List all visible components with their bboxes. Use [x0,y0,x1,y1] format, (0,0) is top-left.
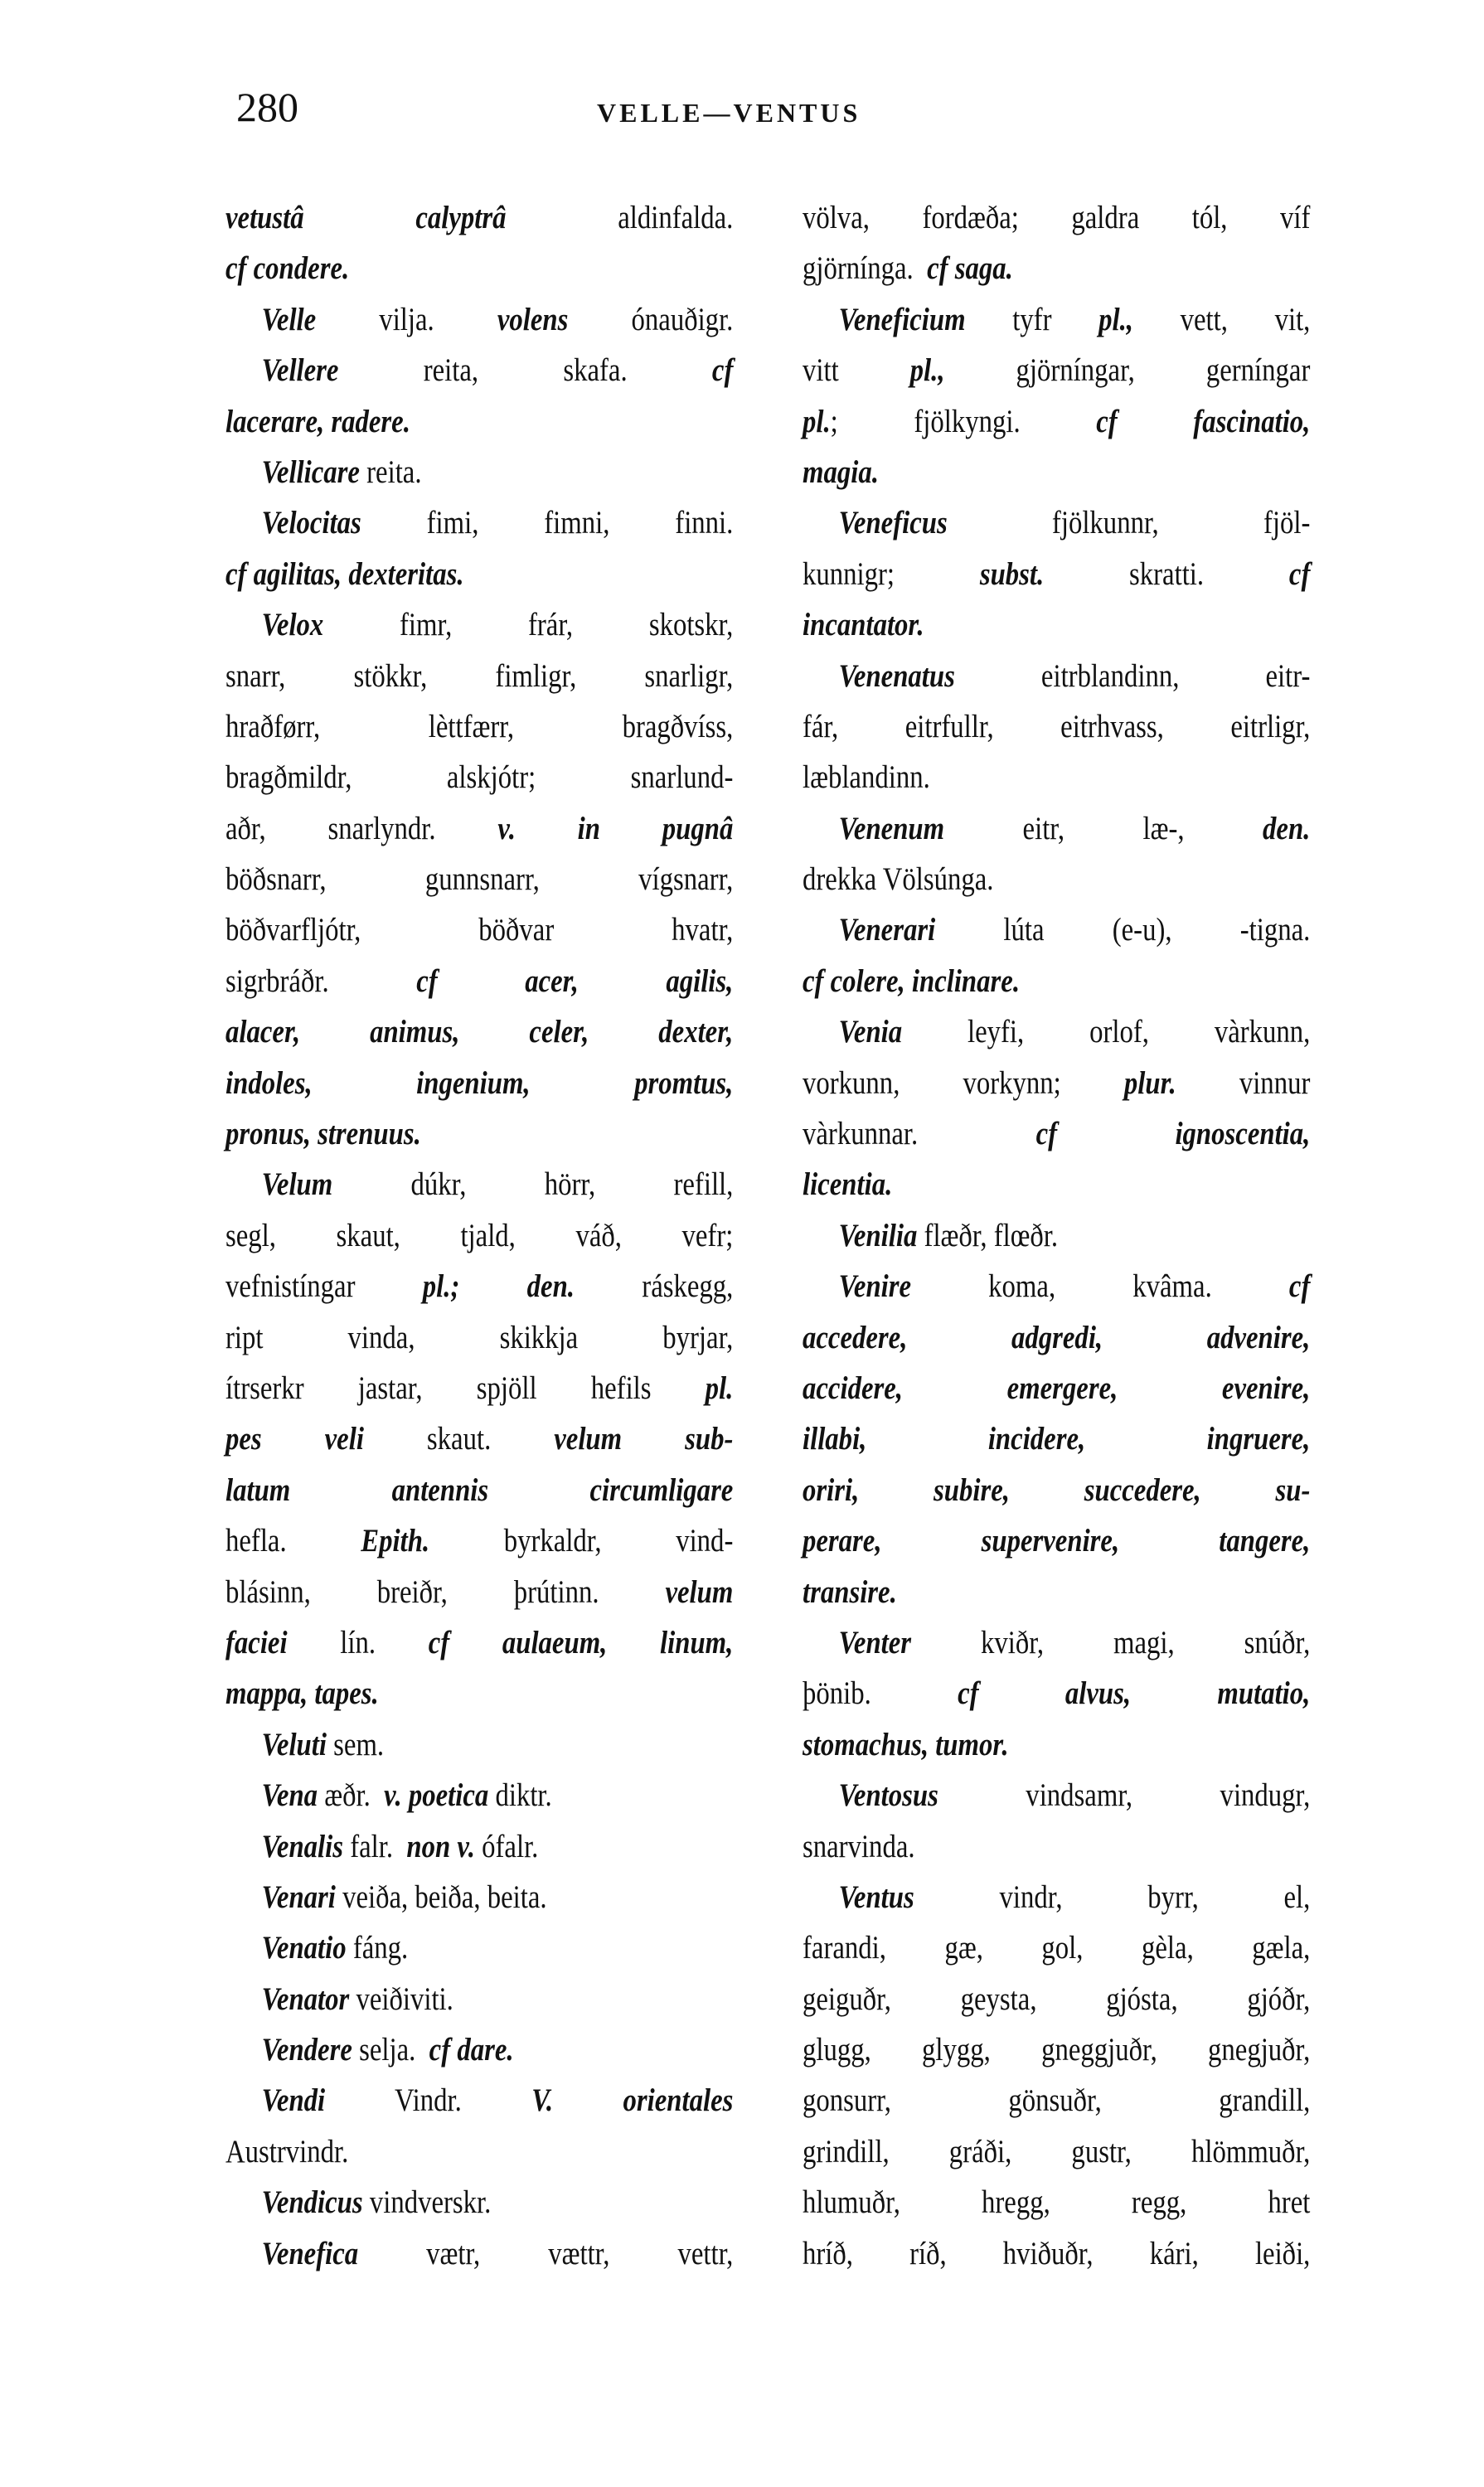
latin-term: Venator [261,1980,350,2017]
latin-term: latum antennis circumligare [226,1471,734,1508]
icelandic-text: vinnur [1176,1064,1311,1101]
latin-term: cf [711,352,734,389]
latin-term: Epith. [361,1523,430,1559]
latin-term: Venter [838,1624,912,1660]
latin-term: cf [1288,1268,1311,1305]
dictionary-line [803,1719,1310,1770]
latin-term: perare, supervenire, tangere, [803,1523,1311,1559]
dictionary-line [803,1515,1310,1566]
dictionary-line [803,345,1310,395]
dictionary-line [226,1668,733,1719]
icelandic-text: gonsurr, gönsuðr, grandill, [803,2082,1311,2119]
latin-term: Venari [261,1879,336,1915]
icelandic-text: böðsnarr, gunnsnarr, vígsnarr, [226,861,734,898]
icelandic-text: grindill, gráði, gustr, hlömmuðr, [803,2133,1311,2169]
dictionary-line [226,1363,733,1413]
latin-term: faciei [226,1624,288,1660]
latin-term: pl. [803,403,831,439]
dictionary-line [803,752,1310,802]
dictionary-line [226,854,733,904]
icelandic-text: sem. [326,1726,385,1762]
icelandic-text: byrkaldr, vind- [429,1523,734,1559]
dictionary-line [803,701,1310,752]
left-column [226,192,733,2279]
dictionary-line [803,2177,1310,2228]
icelandic-text: aldinfalda. [506,200,734,235]
latin-term: Velle [261,301,317,337]
icelandic-text: vett, vit, [1133,301,1311,337]
latin-term: Vendi [261,2082,326,2119]
icelandic-text: gjörníngar, gerníngar [944,352,1311,389]
latin-term: Venire [838,1268,912,1305]
latin-term: Venalis [261,1828,343,1864]
latin-term: Ventosus [838,1777,938,1814]
icelandic-text: fjölkunnr, fjöl- [947,505,1311,541]
dictionary-line [226,2126,733,2177]
icelandic-text: veiðiviti. [349,1980,453,2017]
latin-term: cf aulaeum, linum, [428,1624,734,1660]
icelandic-text: snarvinda. [803,1828,915,1864]
dictionary-line [803,1465,1310,1515]
icelandic-text: bragðmildr, alskjótr; snarlund- [226,759,734,796]
dictionary-line [803,1159,1310,1210]
latin-term: Vendere [261,2032,352,2068]
dictionary-line [226,1108,733,1159]
icelandic-text: þönib. [803,1675,958,1712]
icelandic-text: völva, fordæða; galdra tól, víf [803,200,1311,235]
dictionary-line [226,1719,733,1770]
icelandic-text: hlumuðr, hregg, regg, hret [803,2184,1311,2221]
latin-term: magia. [803,453,879,490]
dictionary-line [803,549,1310,599]
dictionary-line [226,192,733,243]
latin-term: pl., [909,352,945,389]
icelandic-text: vorkunn, vorkynn; [803,1064,1124,1101]
icelandic-text: reita, skafa. [338,352,712,389]
icelandic-text: eitr, læ-, [944,810,1263,846]
dictionary-line [226,803,733,854]
latin-term: velum [665,1573,734,1610]
latin-term: pl.; den. [422,1268,575,1305]
dictionary-line [803,2228,1310,2279]
latin-term: volens [497,301,569,337]
latin-term: v. poetica [384,1777,489,1814]
icelandic-text: falr. [342,1828,407,1864]
dictionary-line [226,1210,733,1261]
latin-term: pl., [1098,301,1133,337]
latin-term: Velox [261,607,324,643]
icelandic-text: æðr. [318,1777,385,1814]
dictionary-line [226,2024,733,2075]
latin-term: Vena [261,1777,318,1814]
dictionary-line [226,1159,733,1210]
dictionary-line [226,1974,733,2024]
latin-term: pronus, strenuus. [226,1116,421,1152]
dictionary-line [803,651,1310,701]
latin-term: Ventus [838,1879,914,1915]
latin-term: vetustâ [226,200,304,235]
dictionary-line [226,447,733,497]
dictionary-line [803,1974,1310,2024]
icelandic-text: blásinn, breiðr, þrútinn. [226,1573,666,1610]
dictionary-line [803,1617,1310,1668]
latin-term: lacerare, radere. [226,403,410,439]
latin-term: Velum [261,1166,333,1203]
latin-term: V. orientales [531,2082,734,2119]
latin-term: plur. [1123,1064,1176,1101]
icelandic-text: skratti. [1044,555,1289,592]
dictionary-line [803,599,1310,650]
dictionary-line [803,1108,1310,1159]
page-number: 280 [236,84,298,130]
icelandic-text: sigrbráðr. [226,962,417,999]
icelandic-text: glugg, glygg, gneggjuðr, gnegjuðr, [803,2032,1311,2068]
latin-term: Venilia [838,1217,918,1253]
icelandic-text: ítrserkr jastar, spjöll hefils [226,1370,706,1406]
icelandic-text: aðr, snarlyndr. [226,810,498,846]
dictionary-line [226,2075,733,2126]
dictionary-line [226,1922,733,1973]
icelandic-text: fimi, fimni, finni. [361,505,734,541]
dictionary-line [803,1312,1310,1363]
latin-term: cf colere, inclinare. [803,962,1021,999]
latin-term: cf saga. [927,250,1013,287]
icelandic-text: segl, skaut, tjald, váð, vefr; [226,1217,734,1253]
latin-term: velum sub- [554,1421,734,1457]
icelandic-text: ript vinda, skikkja byrjar, [226,1319,734,1355]
icelandic-text: kunnigr; [803,555,980,592]
latin-term: accidere, emergere, evenire, [803,1370,1311,1406]
latin-term: Velocitas [261,505,361,541]
dictionary-line [803,2075,1310,2126]
latin-term: cf alvus, mutatio, [958,1675,1311,1712]
latin-term: v. in pugnâ [497,810,734,846]
latin-term: Veluti [261,1726,327,1762]
latin-term: subst. [979,555,1045,592]
dictionary-line [226,1567,733,1617]
dictionary-line [803,396,1310,447]
latin-term: illabi, incidere, ingruere, [803,1421,1311,1457]
dictionary-line [226,2228,733,2279]
latin-term: cf dare. [429,2032,514,2068]
dictionary-line [803,497,1310,548]
icelandic-text: selja. [352,2032,429,2068]
icelandic-text: diktr. [488,1777,552,1814]
latin-term: cf acer, agilis, [416,962,734,999]
icelandic-text: koma, kvâma. [911,1268,1289,1305]
dictionary-line [226,651,733,701]
dictionary-line [226,1261,733,1311]
dictionary-line [226,294,733,345]
icelandic-text: Vindr. [325,2082,532,2119]
dictionary-line [803,1006,1310,1057]
dictionary-line [803,1821,1310,1872]
dictionary-line [803,2024,1310,2075]
dictionary-line [803,1413,1310,1464]
dictionary-line [226,396,733,447]
dictionary-line [803,447,1310,497]
icelandic-text: böðvarfljótr, böðvar hvatr, [226,912,734,948]
latin-term: cf fascinatio, [1096,403,1311,439]
latin-term: indoles, ingenium, promtus, [226,1064,734,1101]
right-column [803,192,1310,2279]
dictionary-line [226,1821,733,1872]
dictionary-line [226,497,733,548]
dictionary-line [803,854,1310,904]
latin-term: stomachus, tumor. [803,1726,1009,1762]
dictionary-line [226,243,733,293]
dictionary-line [803,1770,1310,1820]
dictionary-line [226,1312,733,1363]
icelandic-text: hríð, ríð, hviðuðr, kári, leiði, [803,2235,1311,2271]
latin-term: incantator. [803,607,924,643]
icelandic-text: hefla. [226,1523,361,1559]
icelandic-text: geiguðr, geysta, gjósta, gjóðr, [803,1980,1311,2017]
dictionary-line [803,294,1310,345]
running-title: VELLE—VENTUS [597,98,861,128]
icelandic-text: fár, eitrfullr, eitrhvass, eitrligr, [803,708,1311,744]
icelandic-text: drekka Völsúnga. [803,861,994,898]
icelandic-text: ónauðigr. [568,301,734,337]
dictionary-line [803,1872,1310,1922]
dictionary-line [226,599,733,650]
dictionary-line [226,1872,733,1922]
icelandic-text: tyfr [965,301,1099,337]
latin-term: alacer, animus, celer, dexter, [226,1014,734,1050]
latin-term: Veneficium [838,301,966,337]
icelandic-text: farandi, gæ, gol, gèla, gæla, [803,1930,1311,1966]
icelandic-text: lín. [287,1624,429,1660]
icelandic-text: fáng. [346,1930,409,1966]
dictionary-line [803,956,1310,1006]
icelandic-text: ófalr. [474,1828,539,1864]
latin-term: non v. [406,1828,475,1864]
icelandic-text: Austrvindr. [226,2133,349,2169]
icelandic-text: vàrkunnar. [803,1116,1036,1152]
dictionary-line [226,904,733,955]
latin-term: pes veli [226,1421,364,1457]
icelandic-text: veiða, beiða, beita. [335,1879,547,1915]
dictionary-line [803,803,1310,854]
icelandic-text: snarr, stökkr, fimligr, snarligr, [226,657,734,694]
latin-term: cf condere. [226,250,350,287]
icelandic-text [304,200,416,235]
latin-term: cf [1288,555,1311,592]
dictionary-line [226,701,733,752]
icelandic-text: vindr, byrr, el, [914,1879,1311,1915]
latin-term: Vellicare [261,453,360,490]
dictionary-line [803,1261,1310,1311]
icelandic-text: vitt [803,352,910,389]
latin-term: Venerari [838,912,936,948]
icelandic-text: reita. [359,453,422,490]
dictionary-line [226,1617,733,1668]
icelandic-text: vefnistíngar [226,1268,423,1305]
icelandic-text: vilja. [316,301,497,337]
dictionary-line [803,1058,1310,1108]
dictionary-line [226,2177,733,2228]
dictionary-line [226,956,733,1006]
dictionary-line [226,1413,733,1464]
latin-term: Venefica [261,2235,359,2271]
latin-term: accedere, adgredi, advenire, [803,1319,1311,1355]
dictionary-line [803,904,1310,955]
latin-term: Venatio [261,1930,347,1966]
dictionary-line [803,243,1310,293]
latin-term: Venia [838,1014,903,1050]
icelandic-text: hraðførr, lèttfærr, bragðvíss, [226,708,734,744]
latin-term: Venenatus [838,657,955,694]
icelandic-text: eitrblandinn, eitr- [954,657,1311,694]
icelandic-text: vindverskr. [362,2184,492,2221]
latin-term: den. [1263,810,1311,846]
dictionary-line [803,1567,1310,1617]
latin-term: Vendicus [261,2184,363,2221]
latin-term: transire. [803,1573,897,1610]
icelandic-text: flæðr, flœðr. [917,1217,1059,1253]
icelandic-text: vindsamr, vindugr, [938,1777,1311,1814]
icelandic-text: skaut. [363,1421,555,1457]
dictionary-line [226,549,733,599]
icelandic-text: ; fjölkyngi. [830,403,1097,439]
icelandic-text: leyfi, orlof, vàrkunn, [902,1014,1311,1050]
dictionary-line [803,1922,1310,1973]
icelandic-text: ráskegg, [574,1268,734,1305]
dictionary-line [226,752,733,802]
latin-term: Venenum [838,810,945,846]
dictionary-line [226,345,733,395]
dictionary-line [226,1515,733,1566]
icelandic-text: dúkr, hörr, refill, [332,1166,734,1203]
icelandic-text: kviðr, magi, snúðr, [911,1624,1311,1660]
dictionary-line [226,1058,733,1108]
dictionary-line [226,1465,733,1515]
dictionary-line [803,2126,1310,2177]
latin-term: licentia. [803,1166,893,1203]
dictionary-line [803,1210,1310,1261]
icelandic-text: læblandinn. [803,759,930,796]
latin-term: cf agilitas, dexteritas. [226,555,464,592]
latin-term: pl. [705,1370,734,1406]
dictionary-line [803,192,1310,243]
icelandic-text: fimr, frár, skotskr, [323,607,734,643]
icelandic-text: vætr, vættr, vettr, [358,2235,734,2271]
icelandic-text: lúta (e-u), -tigna. [935,912,1311,948]
dictionary-line [803,1668,1310,1719]
icelandic-text: gjörnínga. [803,250,928,287]
latin-term: calyptrâ [415,200,507,235]
latin-term: oriri, subire, succedere, su- [803,1471,1311,1508]
latin-term: cf ignoscentia, [1035,1116,1311,1152]
latin-term: Vellere [261,352,339,389]
dictionary-line [803,1363,1310,1413]
latin-term: Veneficus [838,505,948,541]
dictionary-line [226,1770,733,1820]
latin-term: mappa, tapes. [226,1675,379,1712]
dictionary-line [226,1006,733,1057]
